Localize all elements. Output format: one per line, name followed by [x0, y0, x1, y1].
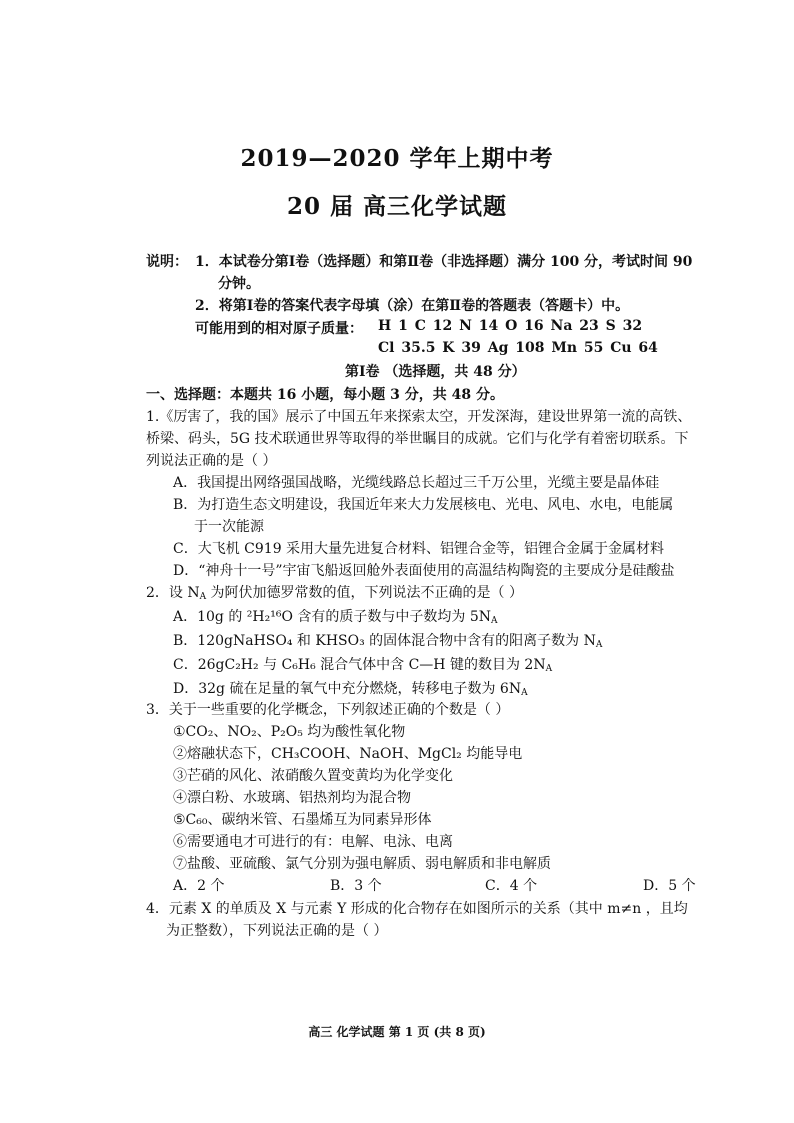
- q4-stem-line2: 为正整数），下列说法正确的是（ ）: [166, 923, 388, 939]
- q2-option-c: C．26gC₂H₂ 与 C₆H₆ 混合气体中含 C—H 键的数目为 $2N_A$: [173, 657, 553, 674]
- q1-option-a: A．我国提出网络强国战略，光缆线路总长超过三千万公里，光缆主要是晶体硅: [173, 475, 660, 491]
- q3-statement-5: ⑤C₆₀、碳纳米管、石墨烯互为同素异形体: [173, 812, 432, 828]
- q3-stem: 3．关于一些重要的化学概念，下列叙述正确的个数是（ ）: [146, 702, 510, 718]
- q2-option-a: A．10g 的 ²H₂¹⁶O 含有的质子数与中子数均为 $5N_A$: [173, 609, 498, 626]
- part-one-heading: 一、选择题：本题共 16 小题，每小题 3 分，共 48 分。: [146, 387, 504, 403]
- q3-option-b: B．3 个: [330, 878, 382, 894]
- q1-stem-line1: 1.《厉害了，我的国》展示了中国五年来探索太空，开发深海，建设世界第一流的高铁、: [146, 409, 692, 425]
- q2-stem: [146, 582, 523, 602]
- q1-stem-line3: 列说法正确的是（ ）: [146, 453, 277, 469]
- q3-statement-7: ⑦盐酸、亚硫酸、氯气分别为强电解质、弱电解质和非电解质: [173, 856, 551, 872]
- q1-option-b: B．为打造生态文明建设，我国近年来大力发展核电、光电、风电、水电，电能属: [173, 497, 674, 513]
- instruction-1-cont: 分钟。: [218, 276, 260, 292]
- q1-stem-line2: 桥梁、码头，5G 技术联通世界等取得的举世瞩目的成就。它们与化学有着密切联系。下: [146, 431, 689, 447]
- atomic-masses-label: 可能用到的相对原子质量：: [195, 321, 363, 337]
- q2-stem-pre: 2．设 N: [146, 585, 200, 601]
- exam-subtitle: 20 届 高三化学试题: [286, 193, 508, 220]
- q2-stem-sub: A: [199, 592, 207, 602]
- atomic-masses-row1: H 1 C 12 N 14 O 16 Na 23 S 32: [378, 318, 643, 334]
- q1-option-b-cont: 于一次能源: [194, 519, 264, 535]
- section-heading: 第Ⅰ卷 （选择题，共 48 分）: [345, 364, 526, 380]
- q3-statement-2: ②熔融状态下，CH₃COOH、NaOH、MgCl₂ 均能导电: [173, 746, 523, 762]
- q1-option-d: D．“神舟十一号”宇宙飞船返回舱外表面使用的高温结构陶瓷的主要成分是硅酸盐: [173, 563, 675, 579]
- exam-title: 2019—2020 学年上期中考: [240, 145, 554, 172]
- instructions-label: 说明：: [146, 254, 188, 270]
- q2-stem-post: 为阿伏加德罗常数的值，下列说法不正确的是（ ）: [206, 585, 524, 601]
- instruction-2: 2．将第Ⅰ卷的答案代表字母填（涂）在第Ⅱ卷的答题表（答题卡）中。: [195, 298, 630, 314]
- q3-statement-3: ③芒硝的风化、浓硝酸久置变黄均为化学变化: [173, 768, 453, 784]
- q3-statement-4: ④漂白粉、水玻璃、铝热剂均为混合物: [173, 790, 411, 806]
- q3-statement-1: ①CO₂、NO₂、P₂O₅ 均为酸性氧化物: [173, 724, 406, 740]
- instruction-1: 1．本试卷分第Ⅰ卷（选择题）和第Ⅱ卷（非选择题）满分 100 分，考试时间 90: [195, 254, 693, 270]
- q3-option-a: A．2 个: [173, 878, 225, 894]
- q4-stem-line1: 4．元素 X 的单质及 X 与元素 Y 形成的化合物存在如图所示的关系（其中 m≠n ，且均: [146, 901, 688, 917]
- q2-option-b: B．120gNaHSO₄ 和 KHSO₃ 的固体混合物中含有的阳离子数为 $N_A$: [173, 633, 603, 650]
- q2-option-d: D．32g 硫在足量的氧气中充分燃烧，转移电子数为 $6N_A$: [173, 681, 528, 698]
- q3-option-d: D．5 个: [643, 878, 696, 894]
- q3-statement-6: ⑥需要通电才可进行的有：电解、电泳、电离: [173, 834, 453, 850]
- q3-option-c: C．4 个: [485, 878, 538, 894]
- q1-option-c: C．大飞机 C919 采用大量先进复合材料、铝锂合金等，铝锂合金属于金属材料: [173, 541, 665, 557]
- atomic-masses-row2: Cl 35.5 K 39 Ag 108 Mn 55 Cu 64: [378, 340, 658, 356]
- page-footer: 高三 化学试题 第 1 页 (共 8 页): [308, 1025, 486, 1039]
